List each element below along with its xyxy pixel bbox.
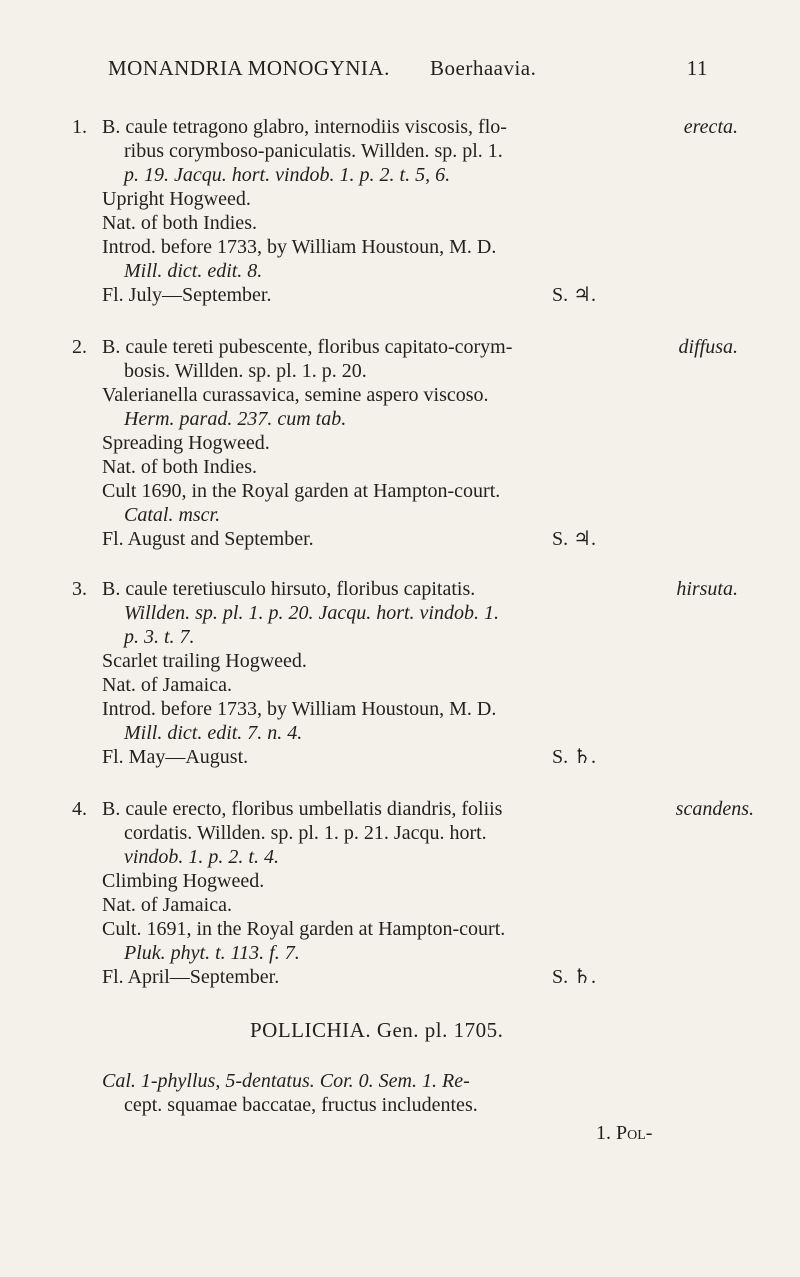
habitat-symbol: S. ♄. xyxy=(552,746,597,768)
diagnosis-line: B. caule tetragono glabro, internodiis viscosis, flo- xyxy=(102,116,507,138)
catchword: 1. Pol- xyxy=(596,1122,653,1144)
species-trivial-name: erecta. xyxy=(683,116,738,138)
header-genus: Boerhaavia. xyxy=(430,56,537,80)
genus-character-line: cept. squamae baccatae, fructus includentes. xyxy=(124,1094,478,1116)
reference-line: vindob. 1. p. 2. t. 4. xyxy=(124,846,279,868)
reference-line: p. 19. Jacqu. hort. vindob. 1. p. 2. t. 5, 6. xyxy=(124,164,451,186)
synonym-line: Valerianella curassavica, semine aspero viscoso. xyxy=(102,384,489,406)
flowering-line: Fl. July—September. xyxy=(102,284,272,306)
species-trivial-name: diffusa. xyxy=(678,336,738,358)
diagnosis-line: ribus corymboso-paniculatis. Willden. sp. pl. 1. xyxy=(124,140,503,162)
introduction-line: Introd. before 1733, by William Houstoun, M. D. xyxy=(102,236,497,258)
common-name: Upright Hogweed. xyxy=(102,188,251,210)
common-name: Scarlet trailing Hogweed. xyxy=(102,650,307,672)
flowering-line: Fl. May—August. xyxy=(102,746,249,768)
reference-line: Herm. parad. 237. cum tab. xyxy=(124,408,347,430)
native-line: Nat. of both Indies. xyxy=(102,212,257,234)
cultivation-line: Cult 1690, in the Royal garden at Hampton-court. xyxy=(102,480,501,502)
diagnosis-line: cordatis. Willden. sp. pl. 1. p. 21. Jacqu. hort. xyxy=(124,822,487,844)
diagnosis-line: B. caule erecto, floribus umbellatis diandris, foliis xyxy=(102,798,503,820)
species-number: 2. xyxy=(72,336,87,358)
species-trivial-name: scandens. xyxy=(675,798,754,820)
habitat-symbol: S. ♃. xyxy=(552,284,597,306)
reference-line: Willden. sp. pl. 1. p. 20. Jacqu. hort. vindob. 1. xyxy=(124,602,499,624)
genus-title: POLLICHIA. Gen. pl. 1705. xyxy=(250,1018,504,1042)
common-name: Climbing Hogweed. xyxy=(102,870,265,892)
species-number: 3. xyxy=(72,578,87,600)
diagnosis-line: bosis. Willden. sp. pl. 1. p. 20. xyxy=(124,360,367,382)
header-class-order: MONANDRIA MONOGYNIA. xyxy=(108,56,390,80)
habitat-symbol: S. ♃. xyxy=(552,528,597,550)
page-number: 11 xyxy=(686,56,708,80)
habitat-symbol: S. ♄. xyxy=(552,966,597,988)
native-line: Nat. of both Indies. xyxy=(102,456,257,478)
reference-line: Mill. dict. edit. 8. xyxy=(124,260,263,282)
reference-line: Mill. dict. edit. 7. n. 4. xyxy=(124,722,303,744)
reference-line: Pluk. phyt. t. 113. f. 7. xyxy=(124,942,300,964)
species-number: 4. xyxy=(72,798,87,820)
running-header xyxy=(108,56,708,86)
genus-character-line: Cal. 1-phyllus, 5-dentatus. Cor. 0. Sem. 1. Re- xyxy=(102,1070,470,1092)
common-name: Spreading Hogweed. xyxy=(102,432,270,454)
native-line: Nat. of Jamaica. xyxy=(102,674,232,696)
native-line: Nat. of Jamaica. xyxy=(102,894,232,916)
introduction-line: Introd. before 1733, by William Houstoun, M. D. xyxy=(102,698,497,720)
reference-line: Catal. mscr. xyxy=(124,504,221,526)
flowering-line: Fl. August and September. xyxy=(102,528,314,550)
species-number: 1. xyxy=(72,116,87,138)
cultivation-line: Cult. 1691, in the Royal garden at Hampton-court. xyxy=(102,918,506,940)
flowering-line: Fl. April—September. xyxy=(102,966,280,988)
reference-line: p. 3. t. 7. xyxy=(124,626,195,648)
species-trivial-name: hirsuta. xyxy=(676,578,738,600)
diagnosis-line: B. caule tereti pubescente, floribus capitato-corym- xyxy=(102,336,513,358)
diagnosis-line: B. caule teretiusculo hirsuto, floribus capitatis. xyxy=(102,578,476,600)
